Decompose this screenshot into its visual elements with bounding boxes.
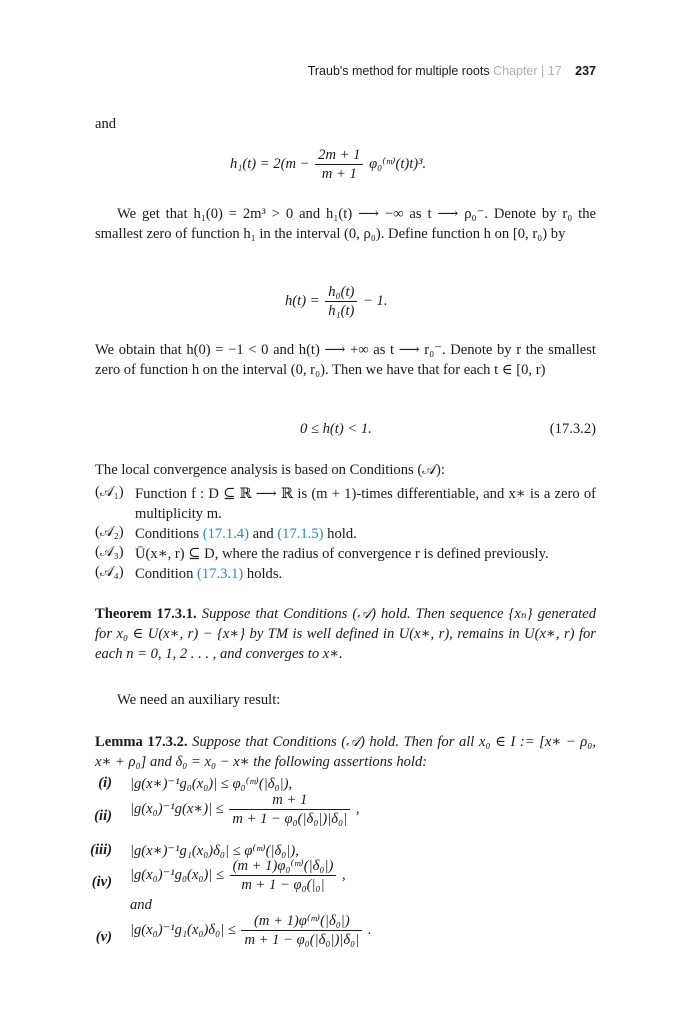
lemma-heading: Lemma 17.3.2. (95, 734, 188, 750)
eq-h-rhs: − 1. (363, 292, 388, 309)
lemma-17-3-2 (95, 732, 596, 772)
eq-h1-fraction (315, 146, 363, 183)
condition-text-a3: Ū(x∗, r) ⊆ D, where the radius of convergence r is defined previously. (135, 546, 549, 562)
item-label-iii: (iii) (90, 842, 112, 858)
header-title: Traub's method for multiple roots (307, 64, 490, 78)
item-body-v (130, 912, 372, 949)
eq-h1-rhs: φ₀⁽ᵐ⁾(t)t)³. (369, 155, 427, 172)
eq-h1-denominator: m + 1 (321, 166, 357, 182)
header-chapter: Chapter | 17 (493, 64, 562, 78)
item-body-i: |g(x∗)⁻¹g₀(x₀)| ≤ φ₀⁽ᵐ⁾(|δ₀|), (130, 776, 293, 792)
item-iv-denominator: m + 1 − φ₀(|₀| (241, 877, 325, 893)
condition-label-a1: (𝒜₁) (95, 484, 124, 500)
and-text: and (95, 116, 117, 132)
item-v-numerator: (m + 1)φ⁽ᵐ⁾(|δ₀|) (241, 912, 362, 931)
item-ii-fraction (229, 791, 350, 828)
eq-h-fraction (325, 283, 357, 320)
item-v-fraction (241, 912, 362, 949)
lemma-body: Suppose that Conditions (𝒜) hold. Then for all x₀ ∈ I := [x∗ − ρ₀, x∗ + ρ₀] and δ₀ = x₀ − x∗ the following assertions hold: (95, 734, 596, 770)
condition-a4-post: holds. (243, 566, 283, 582)
item-body-ii (130, 791, 359, 828)
equation-h1 (230, 146, 426, 183)
item-ii-lhs: |g(x₀)⁻¹g(x∗)| ≤ (130, 800, 224, 817)
condition-a2-mid: and (248, 526, 278, 542)
ref-17-1-4-link[interactable]: (17.1.4) (202, 526, 249, 542)
eq-h-numerator: h₀(t) (325, 283, 357, 302)
item-v-lhs: |g(x₀)⁻¹g₁(x₀)δ₀| ≤ (130, 921, 236, 938)
item-label-ii: (ii) (94, 808, 112, 824)
theorem-body: Suppose that Conditions (𝒜) hold. Then sequence {xₙ} generated for x₀ ∈ U(x∗, r) − {x∗} by TM is well defined in U(x∗, r), remains in U(x∗, r) for each n = 0, 1, 2 . . . , and converges to x∗. (95, 606, 596, 662)
condition-label-a4: (𝒜₄) (95, 564, 124, 580)
item-iv-fraction (230, 857, 337, 894)
item-iv-rhs: , (341, 866, 346, 883)
item-v-denominator: m + 1 − φ₀(|δ₀|)|δ₀| (244, 932, 360, 948)
condition-text-a1: Function f : D ⊆ ℝ ⟶ ℝ is (m + 1)-times differentiable, and x∗ is a zero of multiplicity m. (135, 486, 596, 522)
page-number: 237 (575, 64, 596, 78)
condition-a2-post: hold. (323, 526, 357, 542)
item-ii-numerator: m + 1 (229, 791, 350, 810)
theorem-heading: Theorem 17.3.1. (95, 606, 197, 622)
item-label-iv: (iv) (91, 874, 112, 890)
item-body-iii: |g(x∗)⁻¹g₁(x₀)δ₀| ≤ φ⁽ᵐ⁾(|δ₀|), (130, 843, 299, 859)
paragraph-2: We obtain that h(0) = −1 < 0 and h(t) ⟶ +∞ as t ⟶ r₀⁻. Denote by r the smallest zero of function h on the interval (0, r₀). Then we have that for each t ∈ [0, r) (95, 342, 596, 378)
item-label-i: (i) (98, 775, 112, 791)
equation-17-3-2: 0 ≤ h(t) < 1. (300, 421, 372, 437)
equation-h (285, 283, 388, 320)
eq-h-lhs: h(t) = (285, 292, 320, 309)
condition-label-a2: (𝒜₂) (95, 524, 124, 540)
condition-text-a2 (135, 524, 596, 544)
ref-17-1-5-link[interactable]: (17.1.5) (277, 526, 324, 542)
item-label-v: (v) (95, 929, 112, 945)
condition-text-a4 (135, 564, 596, 584)
item-v-rhs: . (367, 921, 372, 938)
item-iv-numerator: (m + 1)φ₀⁽ᵐ⁾(|δ₀|) (230, 857, 337, 876)
eq-h-denominator: h₁(t) (328, 303, 355, 319)
item-ii-denominator: m + 1 − φ₀(|δ₀|)|δ₀| (232, 811, 348, 827)
eq-h1-lhs: h₁(t) = 2(m − (230, 155, 310, 172)
paragraph-4: We need an auxiliary result: (117, 692, 281, 708)
item-ii-rhs: , (355, 800, 360, 817)
paragraph-1: We get that h₁(0) = 2m³ > 0 and h₁(t) ⟶ −∞ as t ⟶ ρ₀⁻. Denote by r₀ the smallest zero of function h₁ in the interval (0, ρ₀). Define function h on [0, r₀) by (95, 206, 596, 242)
equation-number-17-3-2: (17.3.2) (549, 421, 596, 437)
theorem-17-3-1 (95, 604, 596, 664)
condition-a2-pre: Conditions (135, 526, 203, 542)
eq-h1-numerator: 2m + 1 (315, 146, 363, 165)
condition-a4-pre: Condition (135, 566, 198, 582)
item-iv-lhs: |g(x₀)⁻¹g₀(x₀)| ≤ (130, 866, 224, 883)
ref-17-3-1-link[interactable]: (17.3.1) (197, 566, 244, 582)
item-body-iv (130, 857, 346, 894)
running-header (308, 64, 596, 78)
and-between-items: and (130, 897, 152, 913)
paragraph-3: The local convergence analysis is based on Conditions (𝒜): (95, 462, 445, 478)
condition-label-a3: (𝒜₃) (95, 544, 124, 560)
